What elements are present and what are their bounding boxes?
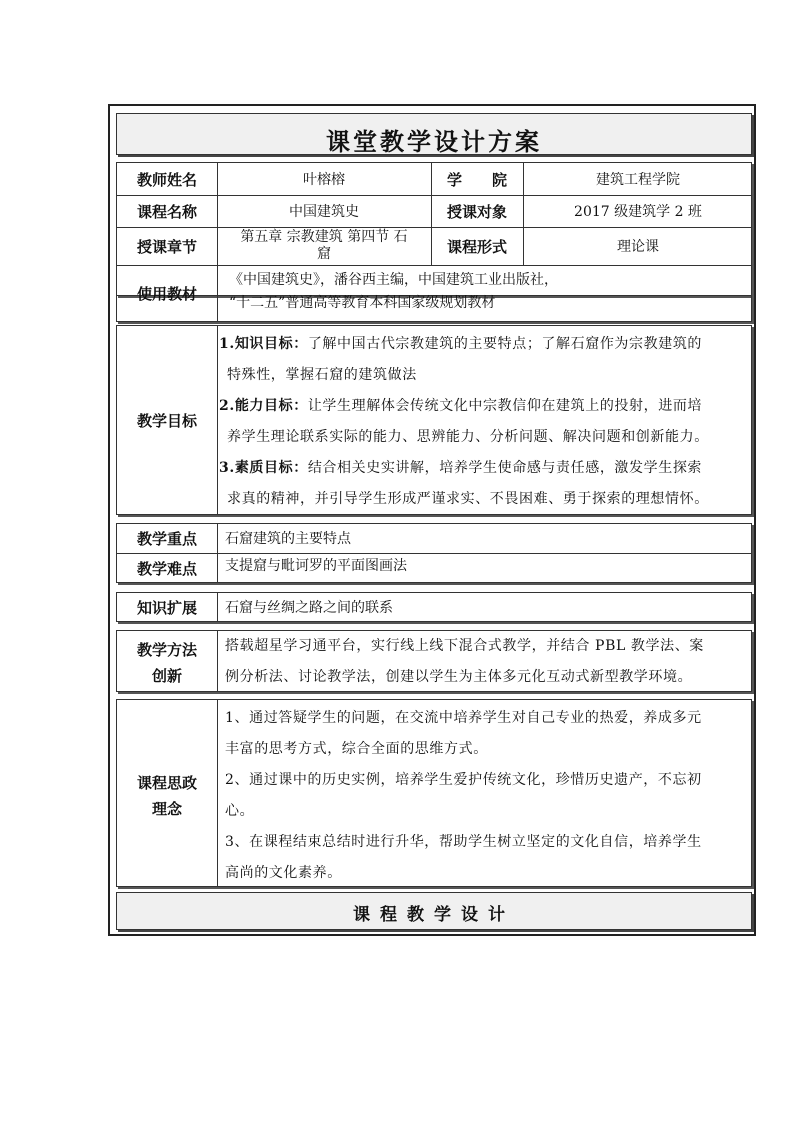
difficulty-label: 教学难点	[136, 560, 197, 578]
page-title: 课堂教学设计方案	[326, 127, 542, 156]
extension-label: 知识扩展	[136, 598, 197, 617]
ideology-label-line2: 理念	[151, 800, 182, 818]
objective-2-head: 能力目标：	[234, 398, 308, 414]
objective-3-line1: 结合相关史实讲解，培养学生使命感与责任感，激发学生探索	[307, 460, 703, 476]
objective-item	[219, 391, 749, 422]
method-label-line1: 教学方法	[136, 641, 197, 659]
objective-3-line2: 求真的精神，并引导学生形成严谨求实、不畏困难、勇于探索的理想情怀。	[227, 491, 709, 507]
chapter-label: 授课章节	[136, 237, 197, 256]
key-point-label: 教学重点	[136, 530, 197, 548]
teacher-label: 教师姓名	[136, 170, 197, 189]
objectives-content	[217, 326, 753, 514]
key-point-value: 石窟建筑的主要特点	[225, 531, 351, 547]
ideology-3-line1: 3、在课程结束总结时进行升华，帮助学生树立坚定的文化自信，培养学生	[225, 834, 702, 850]
ideology-1-line2: 丰富的思考方式，综合全面的思维方式。	[225, 741, 488, 757]
chapter-value-line2: 窟	[317, 246, 331, 262]
college-value: 建筑工程学院	[596, 172, 680, 188]
ideology-content	[217, 700, 753, 886]
ideology-label	[117, 700, 217, 886]
method-line2: 例分析法、讨论教学法，创建以学生为主体多元化互动式新型教学环境。	[225, 669, 693, 685]
format-label: 课程形式	[446, 237, 507, 256]
audience-label: 授课对象	[446, 202, 507, 221]
title-block	[116, 113, 752, 155]
objectives-label: 教学目标	[136, 411, 197, 430]
objective-2-line2: 养学生理论联系实际的能力、思辨能力、分析问题、解决问题和创新能力。	[227, 429, 709, 445]
textbook-label-cell: 使用教材	[136, 285, 197, 303]
college-label: 学 院	[446, 170, 507, 189]
course-label: 课程名称	[136, 202, 197, 221]
objective-1-head: 知识目标：	[234, 336, 308, 352]
objective-2-num: 2.	[219, 398, 235, 414]
ideology-label-line1: 课程思政	[136, 774, 197, 792]
extension-value: 石窟与丝绸之路之间的联系	[225, 600, 393, 616]
chapter-value-line1: 第五章 宗教建筑 第四节 石	[240, 229, 408, 245]
objective-3-head: 素质目标：	[234, 460, 308, 476]
objective-item	[219, 329, 749, 360]
chapter-value	[217, 227, 431, 265]
format-value: 理论课	[617, 239, 659, 255]
textbook-line2: “十二五”普通高等教育本科国家级规划教材	[229, 295, 496, 311]
objective-1-line1: 了解中国古代宗教建筑的主要特点；了解石窟作为宗教建筑的	[307, 336, 703, 352]
teacher-value: 叶榕榕	[303, 172, 345, 188]
ideology-2-line2: 心。	[225, 803, 255, 819]
ideology-2-line1: 2、通过课中的历史实例，培养学生爱护传统文化，珍惜历史遗产，不忘初	[225, 772, 702, 788]
objective-3-num: 3.	[219, 460, 235, 476]
method-label-line2: 创新	[151, 667, 182, 685]
textbook-value	[217, 266, 753, 321]
method-line1: 搭载超星学习通平台，实行线上线下混合式教学，并结合 PBL 教学法、案	[225, 638, 704, 654]
objective-1-num: 1.	[219, 336, 235, 352]
ideology-1-line1: 1、通过答疑学生的问题，在交流中培养学生对自己专业的热爱，养成多元	[225, 710, 702, 726]
method-content	[217, 631, 753, 691]
section-heading: 课程教学设计	[353, 905, 515, 925]
objective-2-line1: 让学生理解体会传统文化中宗教信仰在建筑上的投射，进而培	[307, 398, 703, 414]
ideology-3-line2: 高尚的文化素养。	[225, 865, 342, 881]
audience-value: 2017 级建筑学 2 班	[574, 204, 702, 220]
difficulty-value: 支提窟与毗诃罗的平面图画法	[225, 558, 407, 574]
method-label	[117, 631, 217, 691]
course-value: 中国建筑史	[289, 204, 359, 220]
objective-item	[219, 453, 749, 484]
objective-1-line2: 特殊性，掌握石窟的建筑做法	[227, 367, 417, 383]
textbook-line1: 《中国建筑史》，潘谷西主编，中国建筑工业出版社，	[229, 272, 558, 288]
footer-block	[116, 892, 752, 930]
textbook-row	[116, 266, 752, 322]
